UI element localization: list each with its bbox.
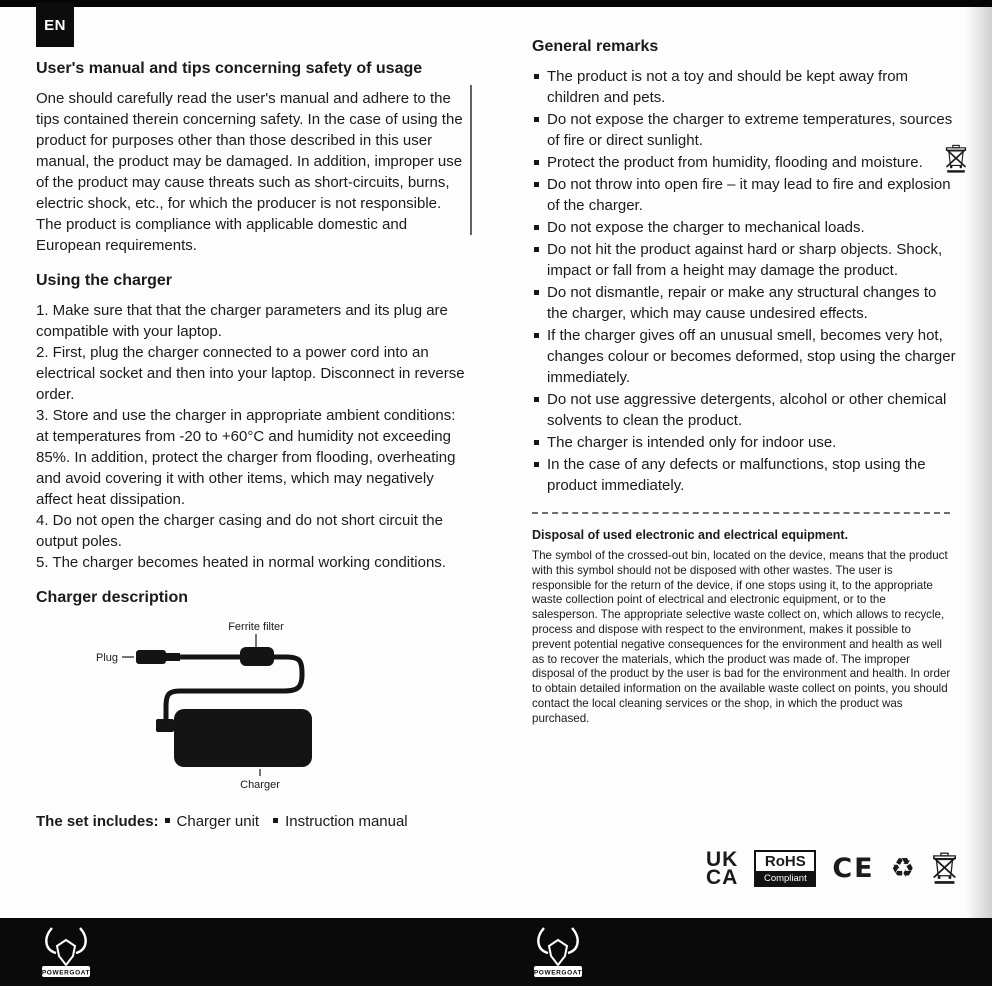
charger-step: 3. Store and use the charger in appropriate ambient conditions: at temperatures from -20 to +60°C and humidity not exceeding 85%. In addition, protect the charger from flooding, overheating and avoid covering it with other items, which may negatively affect heat dissipation. bbox=[36, 407, 456, 508]
powergoat-wordmark: POWERGOAT bbox=[533, 969, 583, 977]
ukca-bottom: CA bbox=[706, 865, 739, 889]
remark-item: Do not expose the charger to extreme temperatures, sources of fire or direct sunlight. bbox=[547, 109, 958, 151]
remark-item: Protect the product from humidity, flooding and moisture. bbox=[547, 152, 958, 173]
charger-inlet-nub bbox=[156, 719, 174, 732]
general-remarks-list bbox=[532, 66, 958, 496]
bottom-brand-bar bbox=[0, 918, 992, 986]
charger-step: 1. Make sure that that the charger parameters and its plug are compatible with your laptop. bbox=[36, 302, 448, 340]
charger-diagram-drawing bbox=[88, 617, 418, 792]
charger-step: 5. The charger becomes heated in normal working conditions. bbox=[36, 554, 446, 571]
rohs-mark bbox=[754, 850, 816, 887]
set-includes-item: Charger unit bbox=[165, 813, 260, 830]
set-includes-row bbox=[36, 813, 468, 830]
left-column bbox=[36, 60, 468, 830]
disposal-text: The symbol of the crossed-out bin, located on the device, means that the product with this symbol should not be disposed with other wastes. The user is responsible for the return of the device, if one stops using it, to the appropriate waste collection point of electrical and electronic equipment, or to the salesperson. The appropriate selective waste collect on, which allows to recycle, process and dispose with respect to the environment, makes it possible to prevent potential negative consequences for the environment and health as well as to recover the materials, which the product was made of. The improper disposal of the product by the user is bad for the environment and health. In order to obtain detailed information on the available waste collect on points, you should contact the local cleaning services or the shop, in which the product was purchased. bbox=[532, 549, 951, 725]
dashed-divider bbox=[532, 512, 950, 514]
remark-item: The charger is intended only for indoor use. bbox=[547, 432, 958, 453]
charger-brick bbox=[174, 709, 312, 767]
recycle-icon: ♻ bbox=[890, 853, 915, 884]
using-charger-heading: Using the charger bbox=[36, 272, 173, 289]
powergoat-logo bbox=[528, 922, 588, 982]
rohs-title: RoHS bbox=[764, 853, 806, 870]
intro-paragraph: One should carefully read the user's manual and adhere to the tips contained therein concerning safety. In the case of using the product for purposes other than those described in this user manual, the product may be damaged. In addition, improper use of the product may cause threats such as short-circuits, burns, electric shock, etc., for which the producer is not responsible. The product is compliance with applicable domestic and European requirements. bbox=[36, 90, 463, 254]
powergoat-wordmark: POWERGOAT bbox=[41, 969, 91, 977]
scan-edge-shading bbox=[966, 0, 992, 918]
plug-tip bbox=[166, 653, 180, 661]
weee-bin-small-icon bbox=[944, 144, 968, 174]
plug-body bbox=[136, 650, 166, 664]
remark-item: Do not throw into open fire – it may lead to fire and explosion of the charger. bbox=[547, 174, 958, 216]
remark-item: Do not expose the charger to mechanical loads. bbox=[547, 217, 958, 238]
charger-diagram bbox=[88, 617, 468, 797]
set-includes-label: The set includes: bbox=[36, 813, 159, 830]
top-edge-bar bbox=[0, 0, 992, 7]
remark-item: The product is not a toy and should be kept away from children and pets. bbox=[547, 66, 958, 108]
charger-label: Charger bbox=[240, 779, 280, 791]
right-column bbox=[532, 38, 958, 727]
charger-step: 2. First, plug the charger connected to a power cord into an electrical socket and then into your laptop. Disconnect in reverse order. bbox=[36, 344, 465, 403]
disposal-heading: Disposal of used electronic and electrical equipment. bbox=[532, 528, 849, 542]
rohs-subtitle: Compliant bbox=[756, 871, 814, 885]
ferrite-filter-label: Ferrite filter bbox=[228, 621, 284, 633]
using-charger-steps bbox=[36, 300, 468, 573]
remark-item: In the case of any defects or malfunctions, stop using the product immediately. bbox=[547, 454, 958, 496]
ukca-mark bbox=[706, 847, 739, 889]
remark-item: Do not use aggressive detergents, alcohol or other chemical solvents to clean the product. bbox=[547, 389, 958, 431]
charger-step: 4. Do not open the charger casing and do not short circuit the output poles. bbox=[36, 512, 443, 550]
plug-label: Plug bbox=[96, 652, 119, 664]
remark-item: If the charger gives off an unusual smell, becomes very hot, changes colour or becomes deformed, stop using the charger immediately. bbox=[547, 325, 958, 388]
remark-item: Do not hit the product against hard or sharp objects. Shock, impact or fall from a height may damage the product. bbox=[547, 239, 958, 281]
ce-mark: CE bbox=[832, 853, 875, 884]
ukca-top: UK bbox=[706, 847, 739, 871]
set-includes-items bbox=[165, 813, 422, 830]
ferrite-filter bbox=[240, 647, 274, 666]
left-title: User's manual and tips concerning safety of usage bbox=[36, 60, 423, 77]
charger-description-heading: Charger description bbox=[36, 589, 189, 606]
set-includes-item: Instruction manual bbox=[273, 813, 408, 830]
language-badge: EN bbox=[36, 3, 74, 47]
powergoat-logo bbox=[36, 922, 96, 982]
weee-bin-icon bbox=[931, 852, 958, 885]
remark-item: Do not dismantle, repair or make any structural changes to the charger, which may cause undesired effects. bbox=[547, 282, 958, 324]
compliance-marks-row bbox=[706, 847, 958, 889]
general-remarks-heading: General remarks bbox=[532, 38, 659, 55]
scan-fold-artifact bbox=[470, 85, 472, 235]
